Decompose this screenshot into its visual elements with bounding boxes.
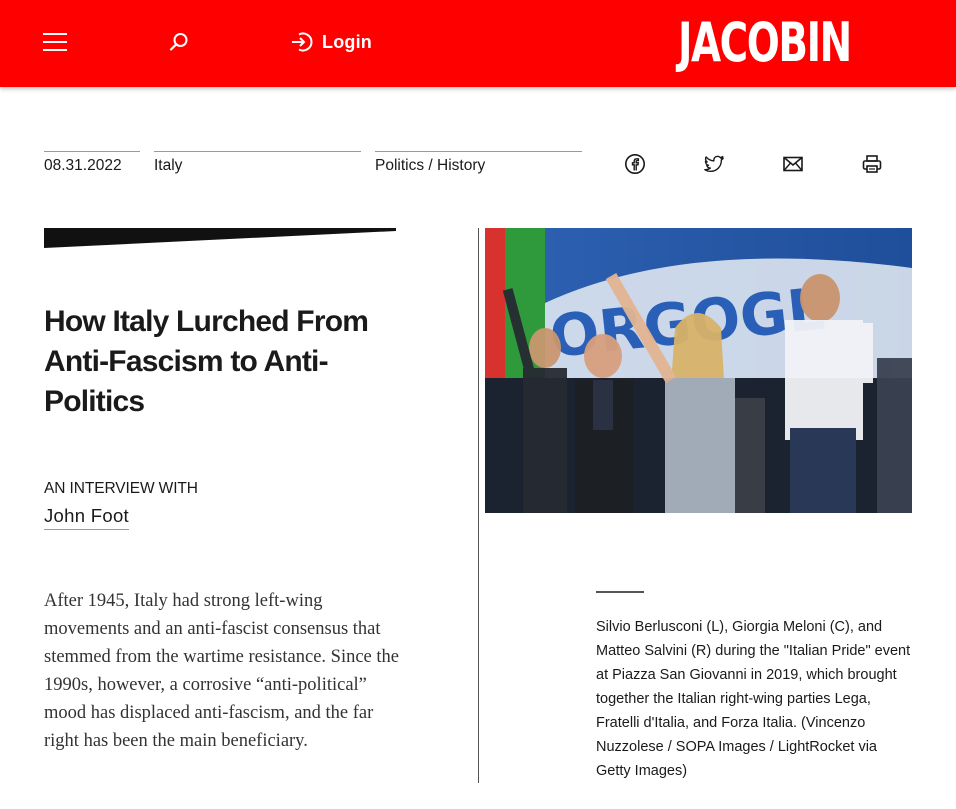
caption-rule — [596, 591, 644, 593]
search-icon[interactable] — [168, 31, 190, 53]
article-headline: How Italy Lurched From Anti-Fascism to Anti-Politics — [44, 305, 369, 418]
interview-label: AN INTERVIEW WITH — [44, 480, 198, 497]
category-link-container — [375, 151, 582, 183]
site-header — [0, 0, 956, 87]
login-arrow-icon — [290, 30, 314, 54]
jacobin-logo[interactable]: JACOBIN — [678, 11, 851, 74]
category-link[interactable]: Politics / History — [375, 157, 486, 174]
login-label: Login — [322, 31, 372, 52]
publish-date: 08.31.2022 — [44, 151, 140, 183]
tag-link-italy[interactable]: Italy — [154, 157, 183, 174]
author-link[interactable]: John Foot — [44, 505, 129, 530]
article-dek: After 1945, Italy had strong left-wing movements and an anti-fascist consensus that stemmed from the wartime resistance. Since the 1990s, however, a corrosive “anti-political” mood has displaced anti-fascism, and the far right has been the main beneficiary. — [44, 591, 399, 751]
image-caption: Silvio Berlusconi (L), Giorgia Meloni (C), and Matteo Salvini (R) during the "Italian Pride" event at Piazza San Giovanni in 2019, which brought together the Italian right-wing parties Lega, Fratelli d'Italia, and Forza Italia. (Vincenzo Nuzzolese / SOPA Images / LightRocket via Getty Images) — [596, 619, 911, 779]
decorative-wedge — [44, 228, 396, 248]
article-hero-image — [485, 228, 912, 513]
twitter-icon[interactable] — [703, 153, 725, 175]
login-button[interactable] — [290, 29, 372, 55]
tag-link-container — [154, 151, 361, 183]
print-icon[interactable] — [861, 153, 883, 175]
email-icon[interactable] — [782, 153, 804, 175]
facebook-icon[interactable] — [624, 153, 646, 175]
column-divider — [478, 228, 479, 783]
hamburger-menu-icon[interactable] — [43, 33, 67, 51]
